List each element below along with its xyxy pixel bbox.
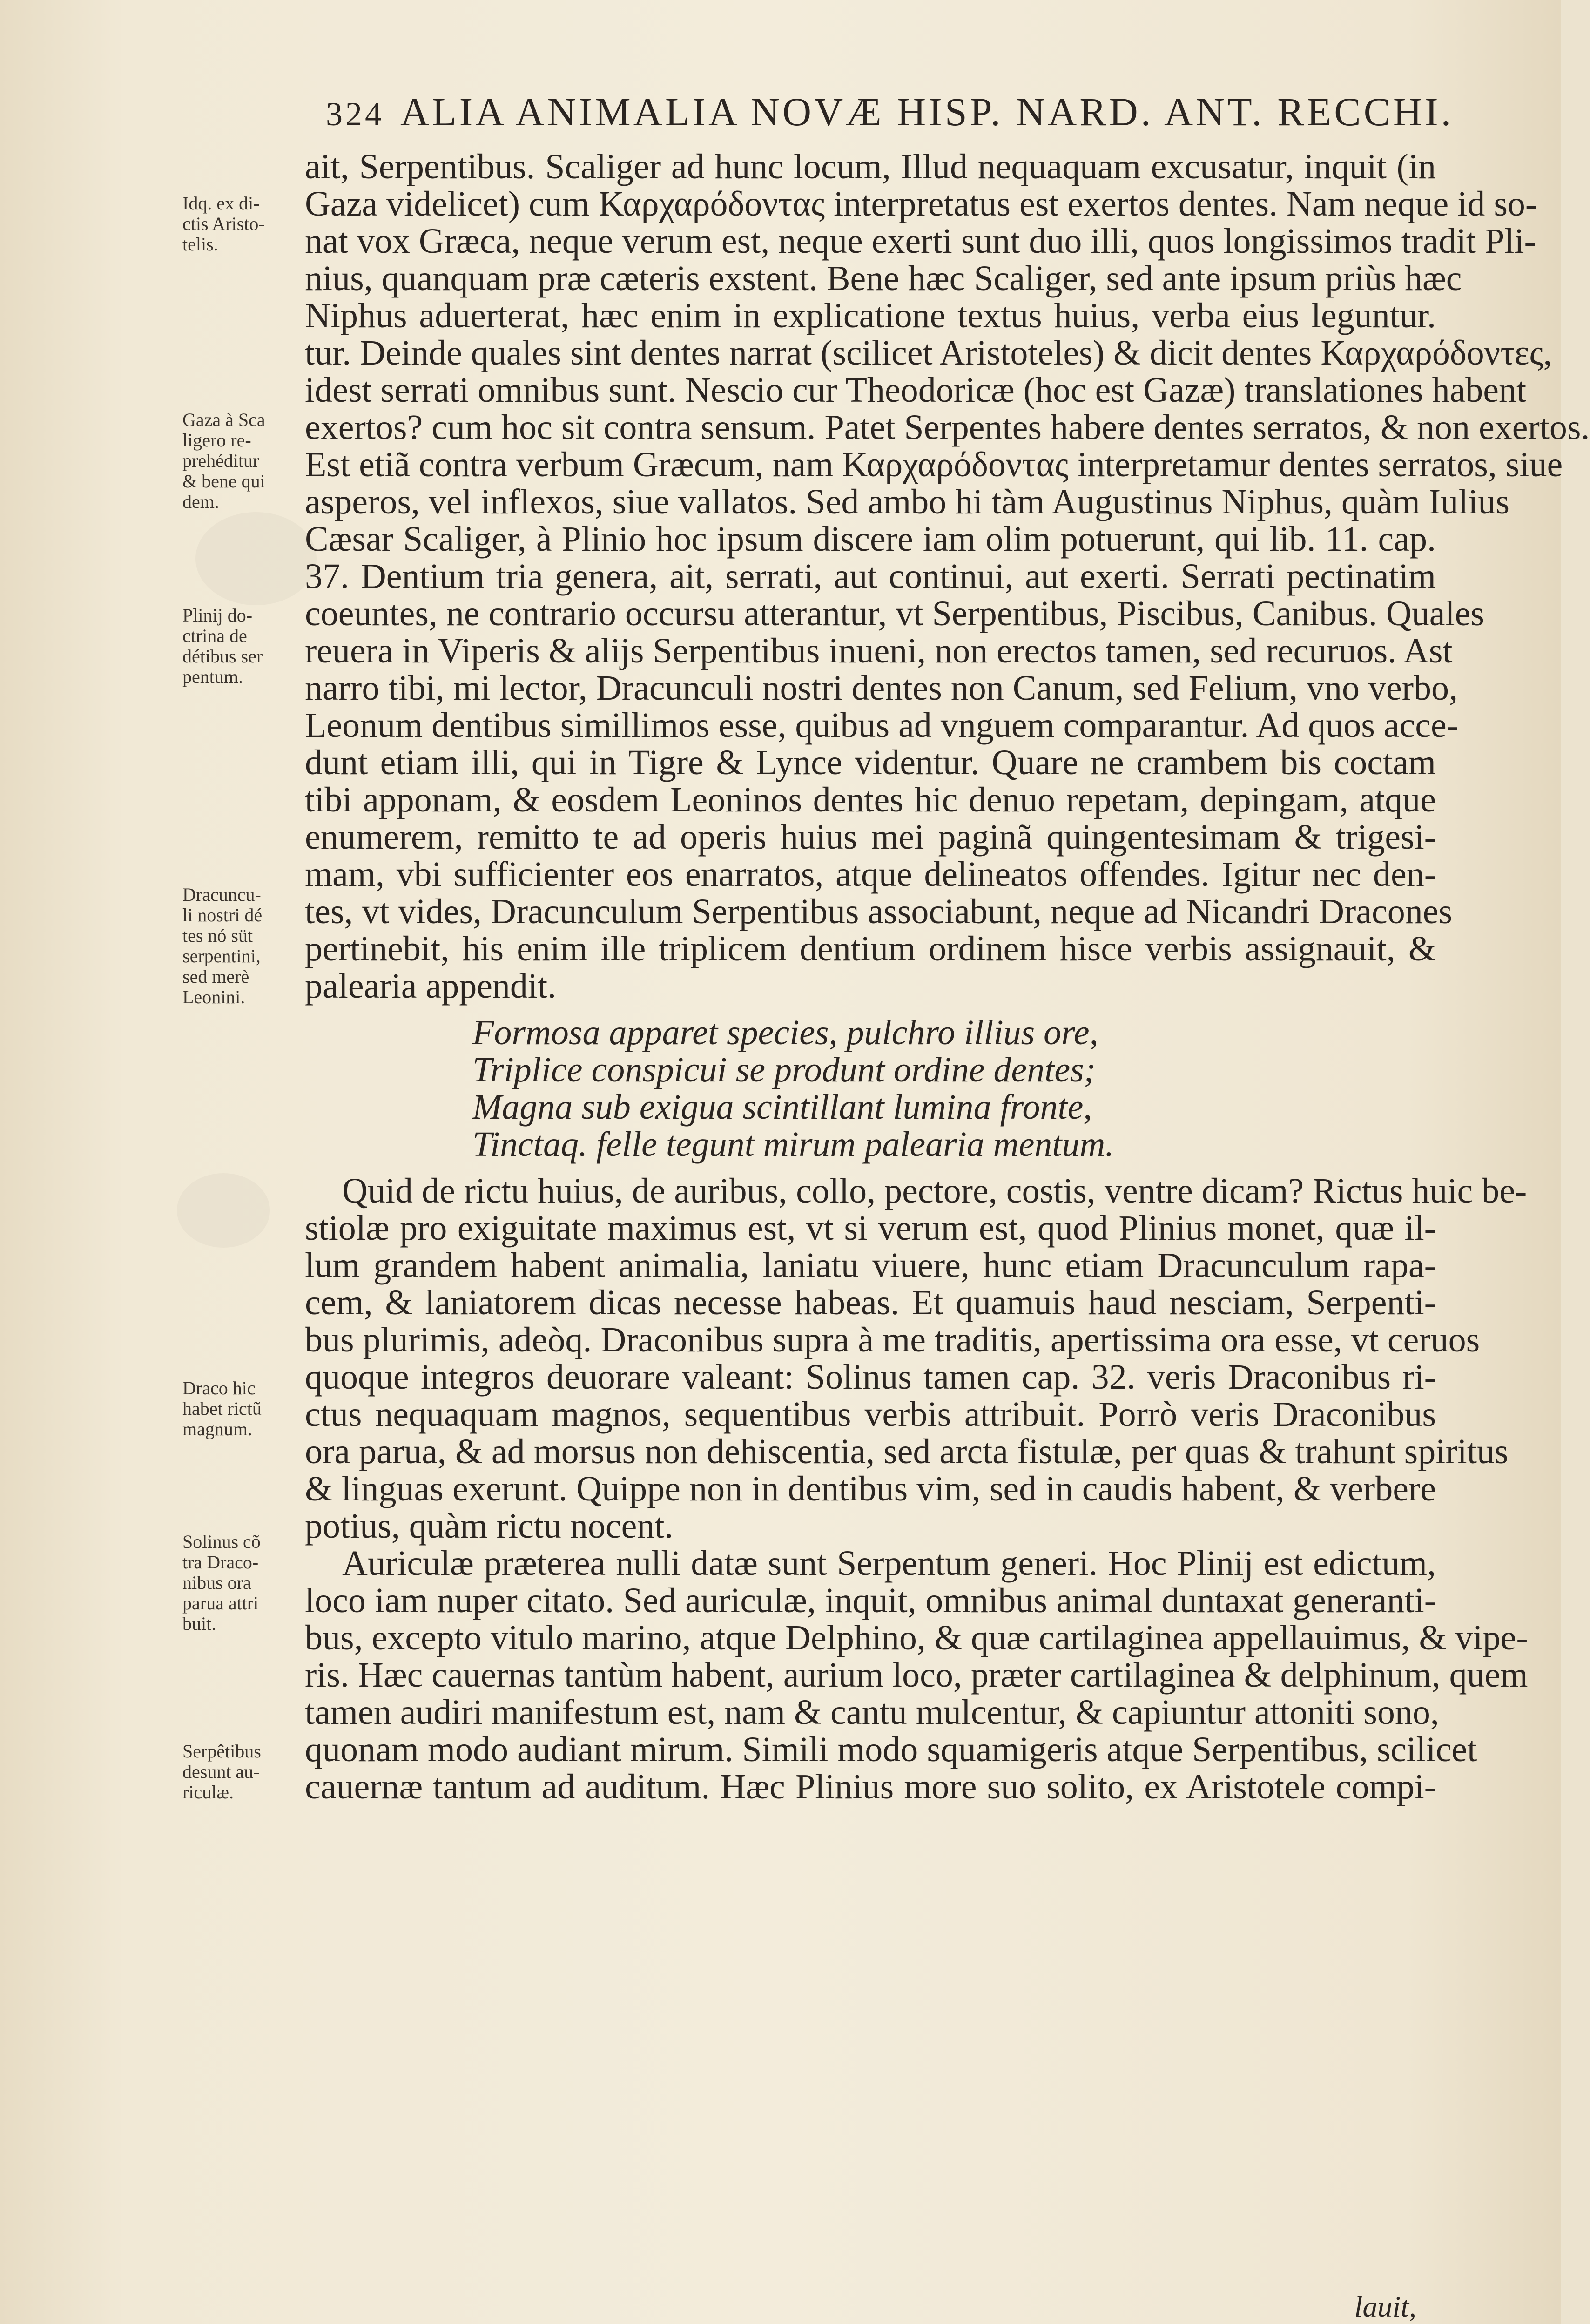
margin-note-line: Solinus cõ — [182, 1531, 261, 1552]
margin-note-line: li nostri dé — [182, 905, 263, 926]
margin-note — [182, 605, 299, 687]
text-line: ris. Hæc cauernas tantùm habent, aurium loco, præter cartilaginea & delphinum, quem — [305, 1655, 1528, 1695]
margin-note-line: ctis Aristo- — [182, 213, 265, 234]
text-line: tes, vt vides, Dracunculum Serpentibus associabunt, neque ad Nicandri Dracones — [305, 892, 1453, 931]
margin-note-line: Idq. ex di- — [182, 193, 260, 214]
text-line: tur. Deinde quales sint dentes narrat (scilicet Aristoteles) & dicit dentes Καρχαρόδοντες, — [305, 333, 1552, 372]
text-line: tibi apponam, & eosdem Leoninos dentes hic denuo repetam, depingam, atque — [305, 780, 1436, 819]
margin-note-line: serpentini, — [182, 946, 261, 966]
text-line: stiolæ pro exiguitate maximus est, vt si verum est, quod Plinius monet, quæ il- — [305, 1209, 1436, 1248]
text-line: cauernæ tantum ad auditum. Hæc Plinius more suo solito, ex Aristotele compi- — [305, 1767, 1436, 1806]
verse-line: Triplice conspicui se produnt ordine dentes; — [472, 1050, 1096, 1089]
margin-note-line: & bene qui — [182, 471, 265, 492]
text-line: loco iam nuper citato. Sed auriculæ, inquit, omnibus animal duntaxat generanti- — [305, 1581, 1436, 1620]
margin-note-line: sed merè — [182, 966, 249, 987]
text-line: dunt etiam illi, qui in Tigre & Lynce videntur. Quare ne crambem bis coctam — [305, 743, 1436, 782]
text-line: cem, & laniatorem dicas necesse habeas. Et quamuis haud nesciam, Serpenti- — [305, 1283, 1436, 1322]
text-line: & linguas exerunt. Quippe non in dentibus vim, sed in caudis habent, & verbere — [305, 1469, 1436, 1508]
text-line: Niphus aduerterat, hæc enim in explicatione textus huius, verba eius leguntur. — [305, 296, 1436, 335]
text-line: lum grandem habent animalia, laniatu viuere, hunc etiam Dracunculum rapa- — [305, 1246, 1436, 1285]
text-line: ctus nequaquam magnos, sequentibus verbis attribuit. Porrò veris Draconibus — [305, 1395, 1436, 1434]
margin-note-line: Draco hic — [182, 1378, 256, 1398]
verse-line: Formosa apparet species, pulchro illius ore, — [472, 1013, 1098, 1052]
text-line: narro tibi, mi lector, Dracunculi nostri dentes non Canum, sed Felium, vno verbo, — [305, 669, 1458, 708]
margin-note-line: prehéditur — [182, 450, 259, 471]
margin-note-line: nibus ora — [182, 1572, 251, 1593]
margin-note — [182, 410, 299, 512]
main-text — [305, 147, 1590, 1806]
text-line: palearia appendit. — [305, 966, 557, 1006]
margin-note — [182, 1378, 299, 1439]
text-line: pertinebit, his enim ille triplicem dentium ordinem hisce verbis assignauit, & — [305, 929, 1436, 968]
margin-note-line: pentum. — [182, 666, 243, 687]
text-line: ora parua, & ad morsus non dehiscentia, sed arcta fistulæ, per quas & trahunt spiritus — [305, 1432, 1509, 1471]
margin-note — [182, 1741, 299, 1803]
running-header — [326, 88, 1454, 144]
margin-note-line: habet rictũ — [182, 1398, 262, 1419]
margin-note-line: détibus ser — [182, 646, 263, 667]
margin-note-line: tes nó süt — [182, 925, 253, 946]
margin-note-line: ctrina de — [182, 625, 247, 646]
margin-note-line: Leonini. — [182, 986, 245, 1007]
paper-stain — [195, 512, 317, 605]
catchword: lauit, — [1354, 2290, 1416, 2323]
text-line: bus plurimis, adeòq. Draconibus supra à me traditis, apertissima ora esse, vt ceruos — [305, 1320, 1480, 1359]
paper-stain — [177, 1173, 270, 1248]
verse-line: Tinctaq. felle tegunt mirum palearia mentum. — [472, 1125, 1114, 1164]
text-line: potius, quàm rictu nocent. — [305, 1507, 674, 1546]
text-line: Gaza videlicet) cum Καρχαρόδοντας interpretatus est exertos dentes. Nam neque id so- — [305, 184, 1537, 223]
margin-note — [182, 1532, 299, 1634]
text-line: enumerem, remitto te ad operis huius mei paginã quingentesimam & trigesi- — [305, 817, 1436, 857]
verse-line: Magna sub exigua scintillant lumina fronte, — [472, 1088, 1092, 1127]
text-line: Cæsar Scaliger, à Plinio hoc ipsum discere iam olim potuerunt, qui lib. 11. cap. — [305, 520, 1436, 559]
verse-block — [305, 1014, 1436, 1163]
margin-note-line: parua attri — [182, 1593, 259, 1614]
margin-note-line: ligero re- — [182, 430, 251, 451]
text-line: idest serrati omnibus sunt. Nescio cur Theodoricæ (hoc est Gazæ) translationes habent — [305, 371, 1527, 410]
margin-note-line: riculæ. — [182, 1782, 234, 1803]
margin-note — [182, 193, 299, 255]
text-line: coeuntes, ne contrario occursu atterantur, vt Serpentibus, Piscibus, Canibus. Quales — [305, 594, 1484, 633]
text-line: Leonum dentibus simillimos esse, quibus ad vnguem comparantur. Ad quos acce- — [305, 706, 1459, 745]
text-line: reuera in Viperis & alijs Serpentibus inueni, non erectos tamen, sed recuruos. Ast — [305, 631, 1453, 670]
text-line: nius, quanquam præ cæteris exstent. Bene hæc Scaliger, sed ante ipsum priùs hæc — [305, 259, 1462, 298]
margin-note-line: buit. — [182, 1613, 216, 1634]
text-line: Quid de rictu huius, de auribus, collo, pectore, costis, ventre dicam? Rictus huic be- — [342, 1171, 1527, 1210]
text-line: mam, vbi sufficienter eos enarratos, atque delineatos offendes. Igitur nec den- — [305, 855, 1436, 894]
margin-note-line: magnum. — [182, 1419, 252, 1439]
margin-note-line: Serpêtibus — [182, 1741, 261, 1762]
running-title: ALIA ANIMALIA NOVÆ HISP. NARD. ANT. RECCHI. — [400, 89, 1454, 134]
text-line: asperos, vel inflexos, siue vallatos. Sed ambo hi tàm Augustinus Niphus, quàm Iulius — [305, 482, 1509, 521]
text-line: quonam modo audiant mirum. Simili modo squamigeris atque Serpentibus, scilicet — [305, 1730, 1477, 1769]
text-line: exertos? cum hoc sit contra sensum. Patet Serpentes habere dentes serratos, & non exertos. — [305, 408, 1590, 447]
text-line: 37. Dentium tria genera, ait, serrati, aut continui, aut exerti. Serrati pectinatim — [305, 557, 1436, 596]
margin-note-line: tra Draco- — [182, 1552, 259, 1573]
text-line: ait, Serpentibus. Scaliger ad hunc locum, Illud nequaquam excusatur, inquit (in — [305, 147, 1436, 186]
margin-note-line: dem. — [182, 491, 219, 512]
text-line: nat vox Græca, neque verum est, neque exerti sunt duo illi, quos longissimos tradit Pli- — [305, 222, 1536, 261]
margin-note — [182, 885, 299, 1007]
margin-note-line: Gaza à Sca — [182, 409, 265, 430]
text-line: tamen audiri manifestum est, nam & cantu mulcentur, & capiuntur attoniti sono, — [305, 1693, 1439, 1732]
text-line: Est etiã contra verbum Græcum, nam Καρχαρόδοντας interpretamur dentes serratos, siue — [305, 445, 1563, 484]
margin-note-line: Dracuncu- — [182, 884, 261, 905]
page-number: 324 — [326, 95, 384, 133]
margin-note-line: telis. — [182, 234, 218, 255]
text-line: Auriculæ præterea nulli datæ sunt Serpentum generi. Hoc Plinij est edictum, — [342, 1544, 1436, 1583]
text-line: bus, excepto vitulo marino, atque Delphino, & quæ cartilaginea appellauimus, & vipe- — [305, 1618, 1528, 1657]
margin-note-line: desunt au- — [182, 1761, 260, 1782]
text-line: quoque integros deuorare valeant: Solinus tamen cap. 32. veris Draconibus ri- — [305, 1358, 1436, 1397]
margin-note-line: Plinij do- — [182, 605, 253, 626]
